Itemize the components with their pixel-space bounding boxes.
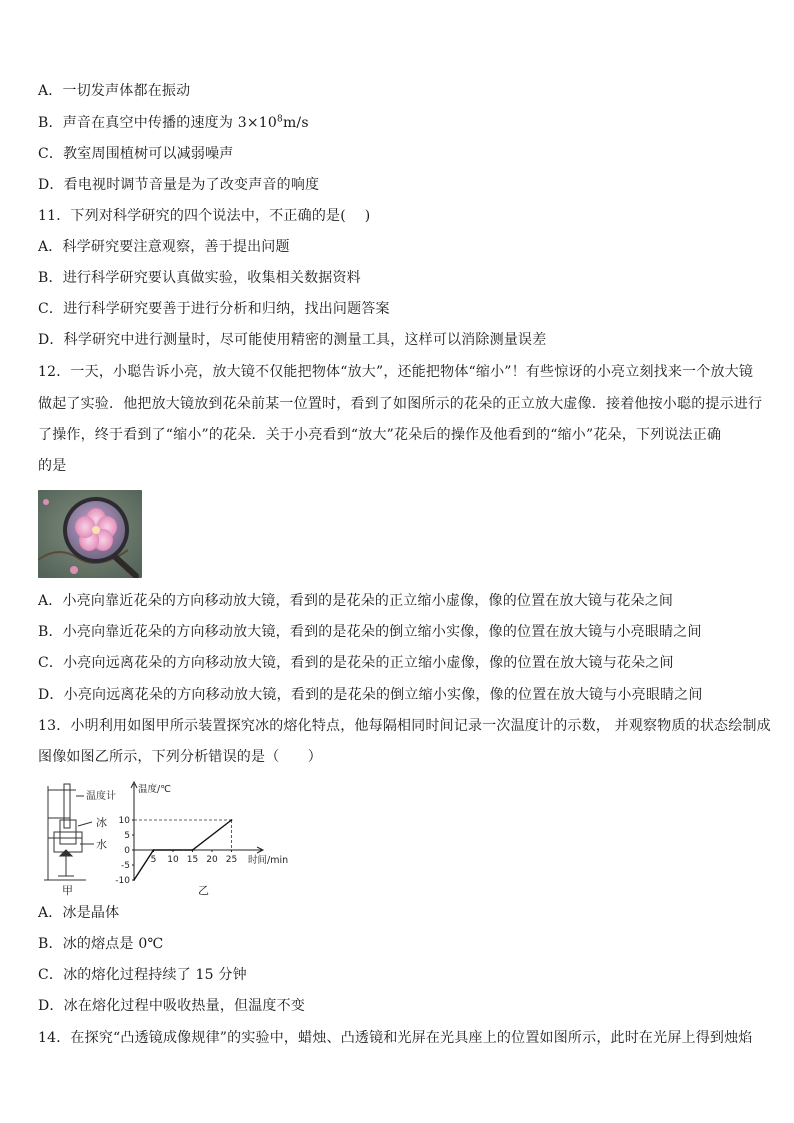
- ice-label: 冰: [96, 816, 107, 829]
- y-tick-label: 10: [118, 816, 130, 826]
- q12-stem-line-2: 做起了实验．他把放大镜放到花朵前某一位置时，看到了如图所示的花朵的正立放大虚像．接着他按小聪的提示进行: [38, 396, 763, 412]
- q11-stem: 11．下列对科学研究的四个说法中，不正确的是( ): [38, 208, 371, 224]
- q13-option-d: D．冰在熔化过程中吸收热量，但温度不变: [38, 998, 306, 1014]
- q10-option-b-prefix: B．声音在真空中传播的速度为 3×10: [38, 115, 277, 131]
- data-point: [192, 849, 194, 851]
- x-tick-label: 20: [206, 855, 218, 865]
- q12-option-d: D．小亮向远离花朵的方向移动放大镜，看到的是花朵的倒立缩小实像，像的位置在放大镜与小亮眼睛之间: [38, 687, 703, 703]
- q10-option-b: [38, 113, 309, 133]
- jia-label: 甲: [62, 884, 73, 897]
- water-label: 水: [96, 838, 107, 851]
- x-tick-label: 25: [225, 855, 238, 865]
- q12-option-a: A．小亮向靠近花朵的方向移动放大镜，看到的是花朵的正立缩小虚像，像的位置在放大镜与花朵之间: [38, 593, 674, 609]
- q12-option-c: C．小亮向远离花朵的方向移动放大镜，看到的是花朵的正立缩小虚像，像的位置在放大镜与花朵之间: [38, 655, 674, 671]
- q14-stem-line-1: 14．在探究“凸透镜成像规律”的实验中，蜡烛、凸透镜和光屏在光具座上的位置如图所示，此时在光屏上得到烛焰: [38, 1030, 753, 1046]
- q11-option-a: A．科学研究要注意观察，善于提出问题: [38, 239, 290, 255]
- x-tick-label: 10: [167, 855, 179, 865]
- x-axis-label: 时间/min: [248, 855, 289, 866]
- q13-stem-line-1: 13．小明利用如图甲所示装置探究冰的熔化特点，他每隔相同时间记录一次温度计的示数， 并观察物质的状态绘制成: [38, 718, 771, 734]
- data-point: [231, 819, 233, 821]
- y-tick-label: 5: [124, 831, 130, 841]
- thermometer-label: 温度计: [86, 791, 116, 802]
- q12-option-b: B．小亮向靠近花朵的方向移动放大镜，看到的是花朵的倒立缩小实像，像的位置在放大镜与小亮眼睛之间: [38, 624, 702, 640]
- q13-stem-line-2: 图像如图乙所示，下列分析错误的是（ ）: [38, 749, 322, 765]
- y-tick-label: -10: [115, 876, 130, 886]
- y-tick-label: 0: [124, 846, 130, 856]
- x-tick-label: 5: [150, 855, 157, 865]
- q11-option-d: D．科学研究中进行测量时，尽可能使用精密的测量工具，这样可以消除测量误差: [38, 332, 547, 348]
- magnifier-flower-photo: [38, 490, 142, 578]
- q10-option-a: A．一切发声体都在振动: [38, 83, 191, 99]
- data-point: [153, 849, 155, 851]
- q13-figure: [38, 780, 298, 898]
- q11-option-b: B．进行科学研究要认真做实验，收集相关数据资料: [38, 270, 361, 286]
- q10-option-d: D．看电视时调节音量是为了改变声音的响度: [38, 177, 320, 193]
- q13-option-a: A．冰是晶体: [38, 905, 120, 921]
- y-axis-label: 温度/℃: [138, 784, 171, 795]
- y-tick-label: -5: [121, 861, 130, 871]
- q10-option-b-unit: m/s: [282, 115, 309, 131]
- yi-label: 乙: [198, 884, 209, 897]
- data-point: [133, 879, 135, 881]
- q10-option-b-exponent: 8: [277, 114, 283, 125]
- q10-option-c: C．教室周围植树可以减弱噪声: [38, 146, 234, 162]
- q13-option-b: B．冰的熔点是 0℃: [38, 936, 164, 952]
- q12-stem-line-3: 了操作，终于看到了“缩小”的花朵．关于小亮看到“放大”花朵后的操作及他看到的“缩小”花朵，下列说法正确: [38, 427, 722, 443]
- q12-stem-line-4: 的是: [38, 458, 67, 474]
- temperature-time-graph: [115, 782, 263, 886]
- q11-option-c: C．进行科学研究要善于进行分析和归纳，找出问题答案: [38, 301, 390, 317]
- x-tick-label: 15: [186, 855, 199, 865]
- q12-stem-line-1: 12．一天，小聪告诉小亮，放大镜不仅能把物体“放大”，还能把物体“缩小”！有些惊讶的小亮立刻找来一个放大镜: [38, 364, 754, 380]
- q13-option-c: C．冰的熔化过程持续了 15 分钟: [38, 967, 247, 983]
